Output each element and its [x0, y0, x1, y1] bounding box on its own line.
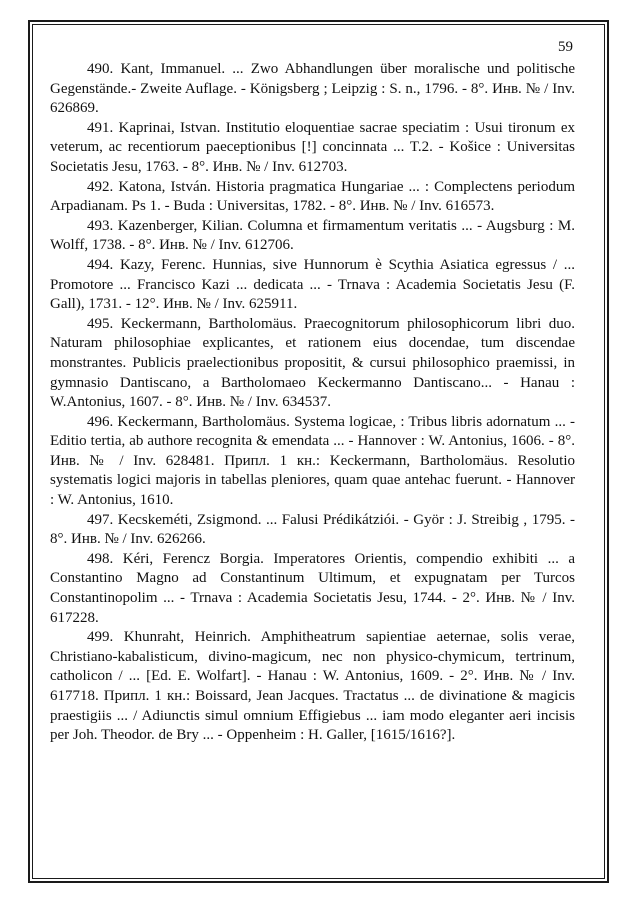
page-number: 59	[558, 39, 573, 55]
bibliography-entry-490: 490. Kant, Immanuel. ... Zwo Abhandlungen über moralische und politische Gegenstände.- Zweite Auflage. - Königsberg ; Leipzig : S. n., 1796. - 8°. Инв. № / Inv. 626869.	[50, 61, 575, 117]
bibliography-entries	[50, 60, 575, 746]
bibliography-entry-496: 496. Keckermann, Bartholomäus. Systema logicae, : Tribus libris adornatum ... - Editio tertia, ab authore recognita & emendata ... - Hannover : W. Antonius, 1606. - 8°. Инв. № / Inv. 628481. Припл. 1 кн.: Keckermann, Bartholomäus. Resolutio systematis logici majoris in tabellas pleniores, quam quae antehac fuerunt. - Hannover : W. Antonius, 1610.	[50, 413, 575, 509]
bibliography-entry-492: 492. Katona, István. Historia pragmatica Hungariae ... : Complectens periodum Arpadianam. Ps 1. - Buda : Universitas, 1782. - 8°. Инв. № / Inv. 616573.	[50, 178, 575, 215]
bibliography-entry-497: 497. Kecskeméti, Zsigmond. ... Falusi Prédikátziói. - Györ : J. Streibig , 1795. - 8°. Инв. № / Inv. 626266.	[50, 511, 575, 548]
bibliography-entry-493: 493. Kazenberger, Kilian. Columna et firmamentum veritatis ... - Augsburg : M. Wolff, 1738. - 8°. Инв. № / Inv. 612706.	[50, 217, 575, 254]
bibliography-entry-494: 494. Kazy, Ferenc. Hunnias, sive Hunnorum è Scythia Asiatica egressus / ... Promotore ... Francisco Kazi ... dedicata ... - Trnava : Academia Societatis Jesu (F. Gall), 1731. - 12°. Инв. № / Inv. 625911.	[50, 256, 575, 313]
bibliography-entry-495: 495. Keckermann, Bartholomäus. Praecognitorum philosophicorum libri duo. Naturam philosophiae explicantes, et rationem eius docendae, tum discendae monstrantes. Publicis praelectionibus propositit, & cursui philosophico praemissi, in gymnasio Dantiscano, a Bartholomaeo Keckermanno Dantiscano... - Hanau : W.Antonius, 1607. - 8°. Инв. № / Inv. 634537.	[50, 315, 575, 411]
bibliography-entry-498: 498. Kéri, Ferencz Borgia. Imperatores Orientis, compendio exhibiti ... a Constantino Magno ad Constantinum Ultimum, et expugnatam per Turcos Constantinopolim ... - Trnava : Academia Societatis Jesu, 1744. - 2°. Инв. № / Inv. 617228.	[50, 550, 575, 626]
bibliography-entry-499: 499. Khunraht, Heinrich. Amphitheatrum sapientiae aeternae, solis verae, Christiano-kabalisticum, divino-magicum, nec non physico-chymicum, tertrinum, catholicon / ... [Ed. E. Wolfart]. - Hanau : W. Antonius, 1609. - 2°. Инв. № / Inv. 617718. Припл. 1 кн.: Boissard, Jean Jacques. Tractatus ... de divinatione & magicis praestigiis ... / Adiunctis simul omnium Effigiebus ... iam modo eleganter aeri incisis per Joh. Theodor. de Bry ... - Oppenheim : H. Galler, [1615/1616?].	[50, 629, 575, 744]
bibliography-entry-491: 491. Kaprinai, Istvan. Institutio eloquentiae sacrae speciatim : Usui tironum ex veterum, ac recentiorum paeceptionibus [!] concinnata ... T.2. - Košice : Universitas Societatis Jesu, 1763. - 8°. Инв. № / Inv. 612703.	[50, 119, 575, 175]
